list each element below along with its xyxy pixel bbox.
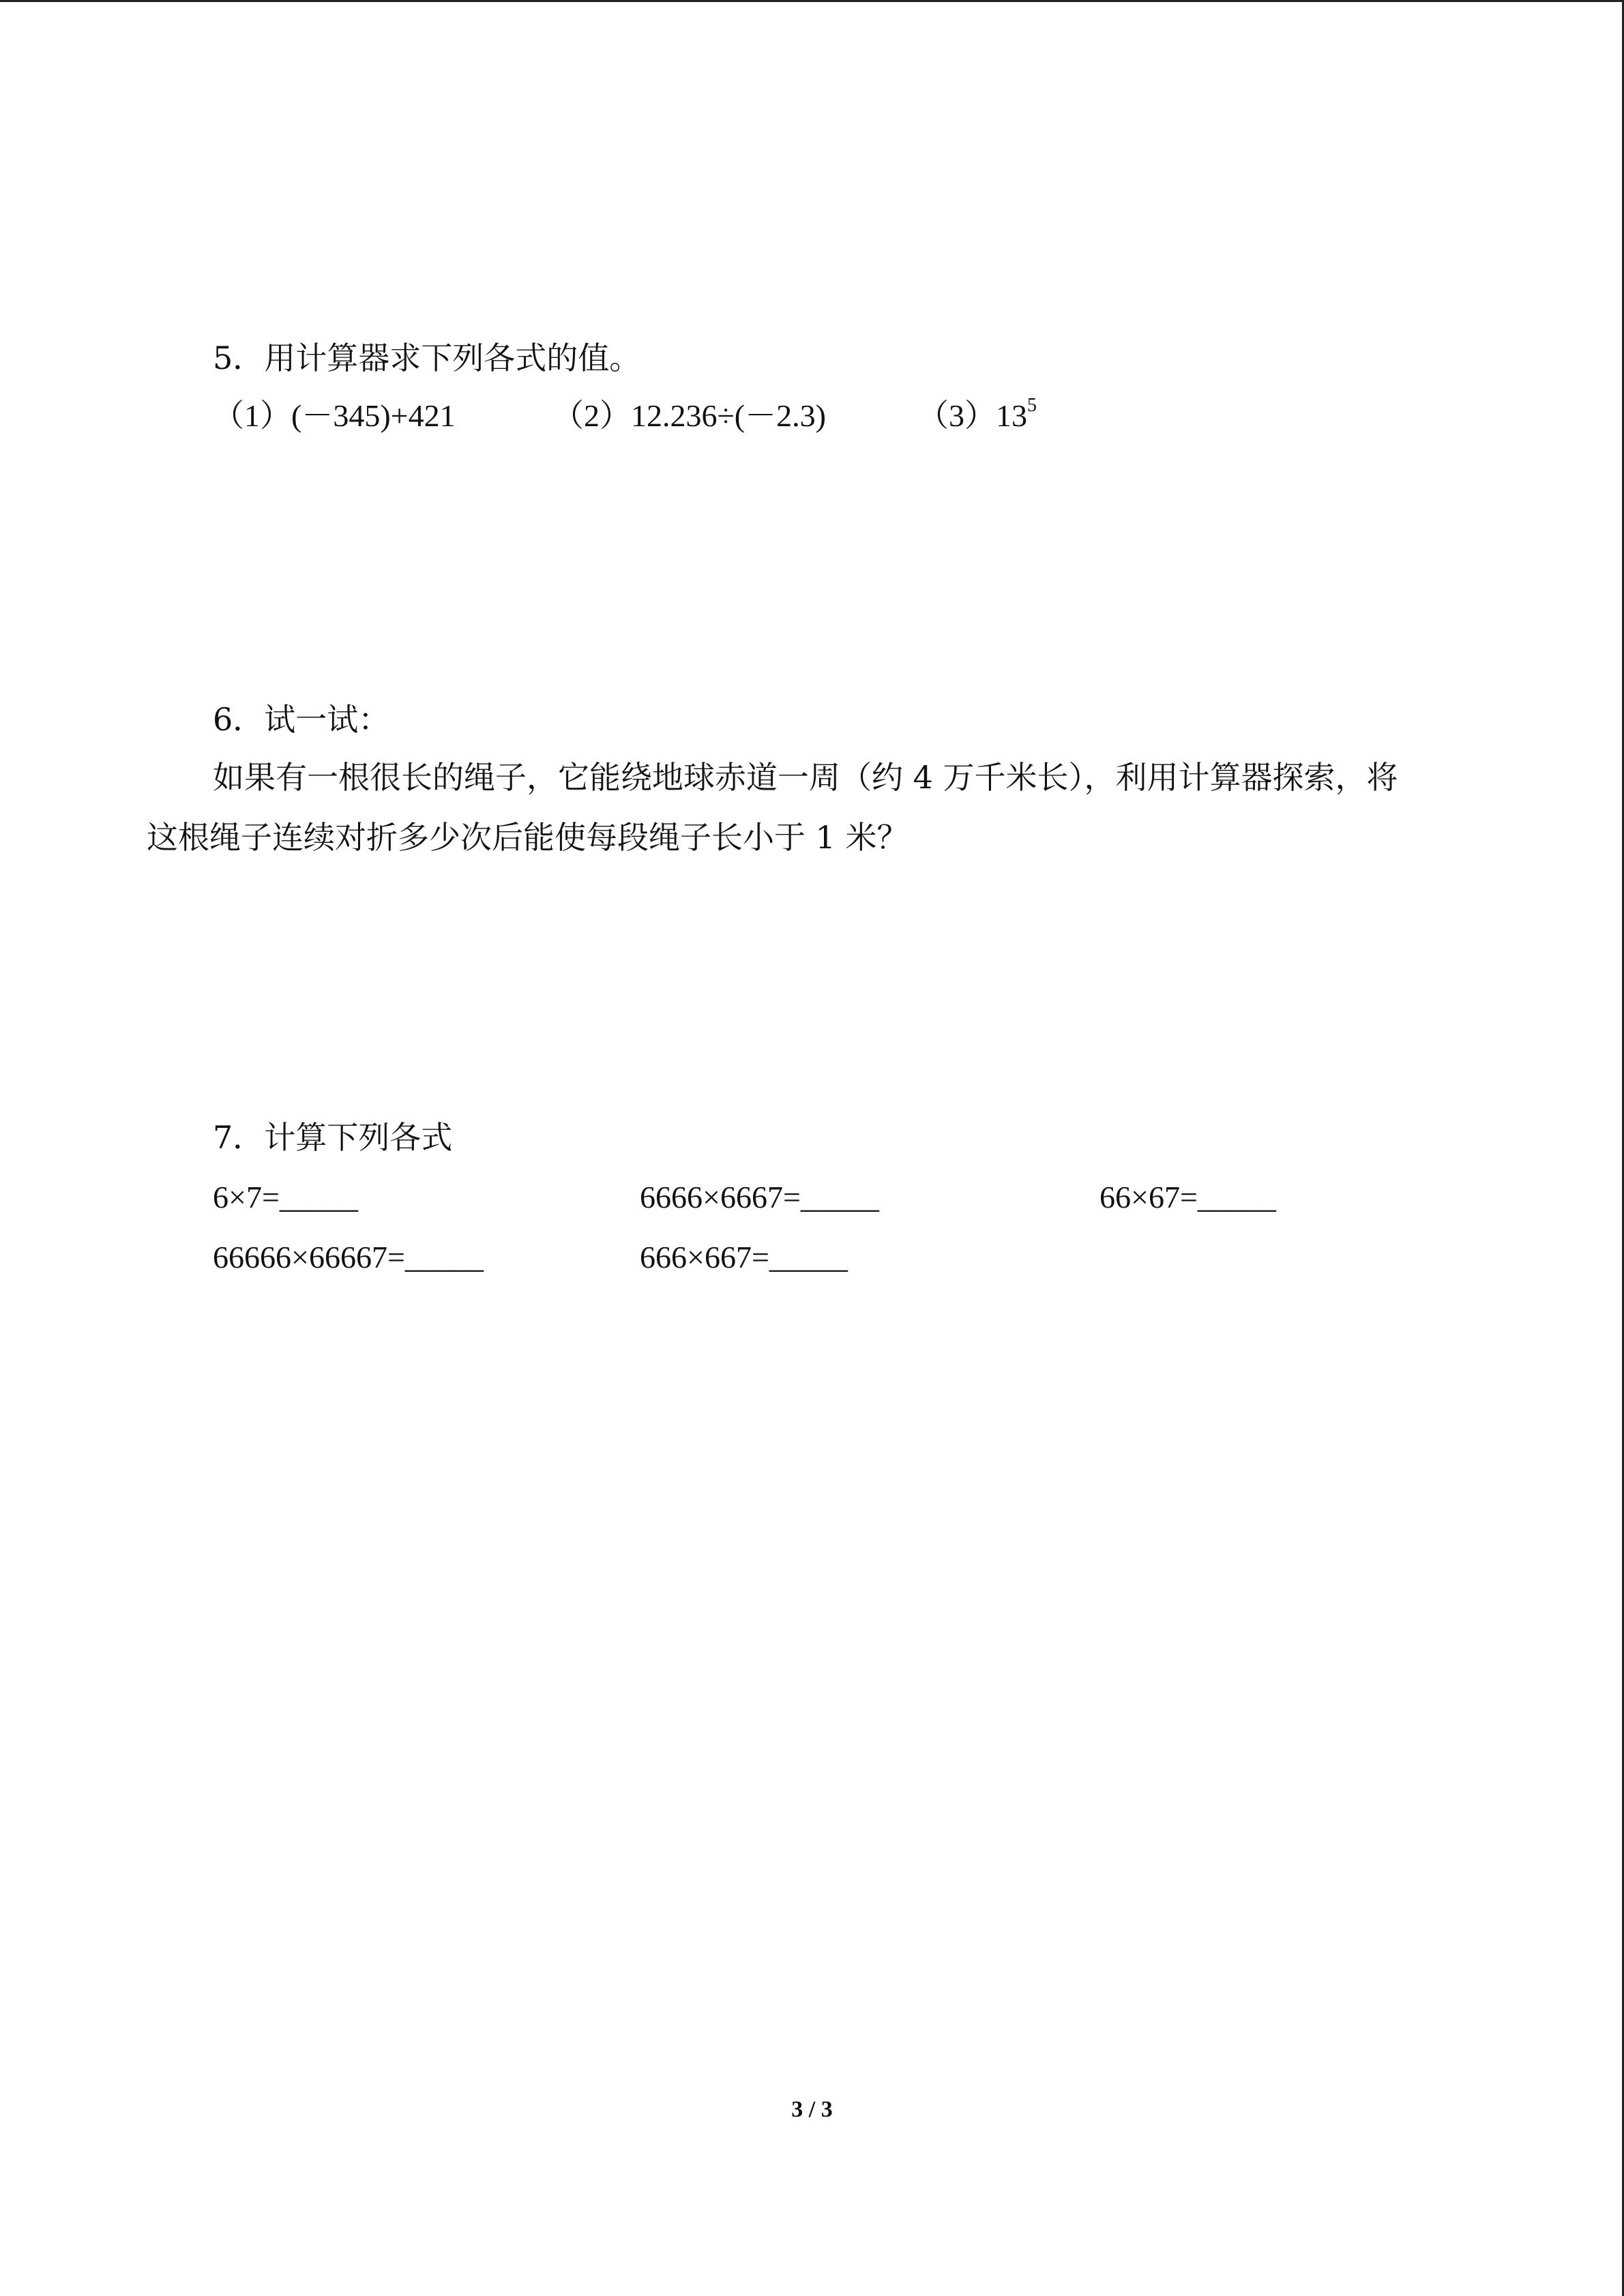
q5-item-3-base: （3）13 [917,398,1027,433]
q7-expression-4: 66666×66667=_____ [213,1240,484,1274]
q7-heading: 7．计算下列各式 [213,1119,453,1156]
q6-text-line-1: 如果有一根很长的绳子，它能绕地球赤道一周（约 4 万千米长），利用计算器探索，将 [213,759,1398,796]
q5-item-1: （1）(－345)+421 [213,398,456,433]
q5-item-3 [917,396,1037,436]
q5-item-3-exponent: 5 [1027,394,1037,416]
q5-item-2: （2）12.236÷(－2.3) [552,398,826,433]
q6-text-line-2: 这根绳子连续对折多少次后能使每段绳子长小于 1 米？ [147,819,909,856]
q6-heading: 6．试一试： [213,701,390,738]
q5-heading: 5．用计算器求下列各式的值。 [213,340,641,376]
page-number: 3 / 3 [791,2097,833,2122]
q7-expression-3: 66×67=_____ [1099,1180,1276,1214]
q7-expression-1: 6×7=_____ [213,1180,358,1214]
q7-expression-5: 666×667=_____ [640,1240,848,1274]
q7-expression-2: 6666×6667=_____ [640,1180,879,1214]
